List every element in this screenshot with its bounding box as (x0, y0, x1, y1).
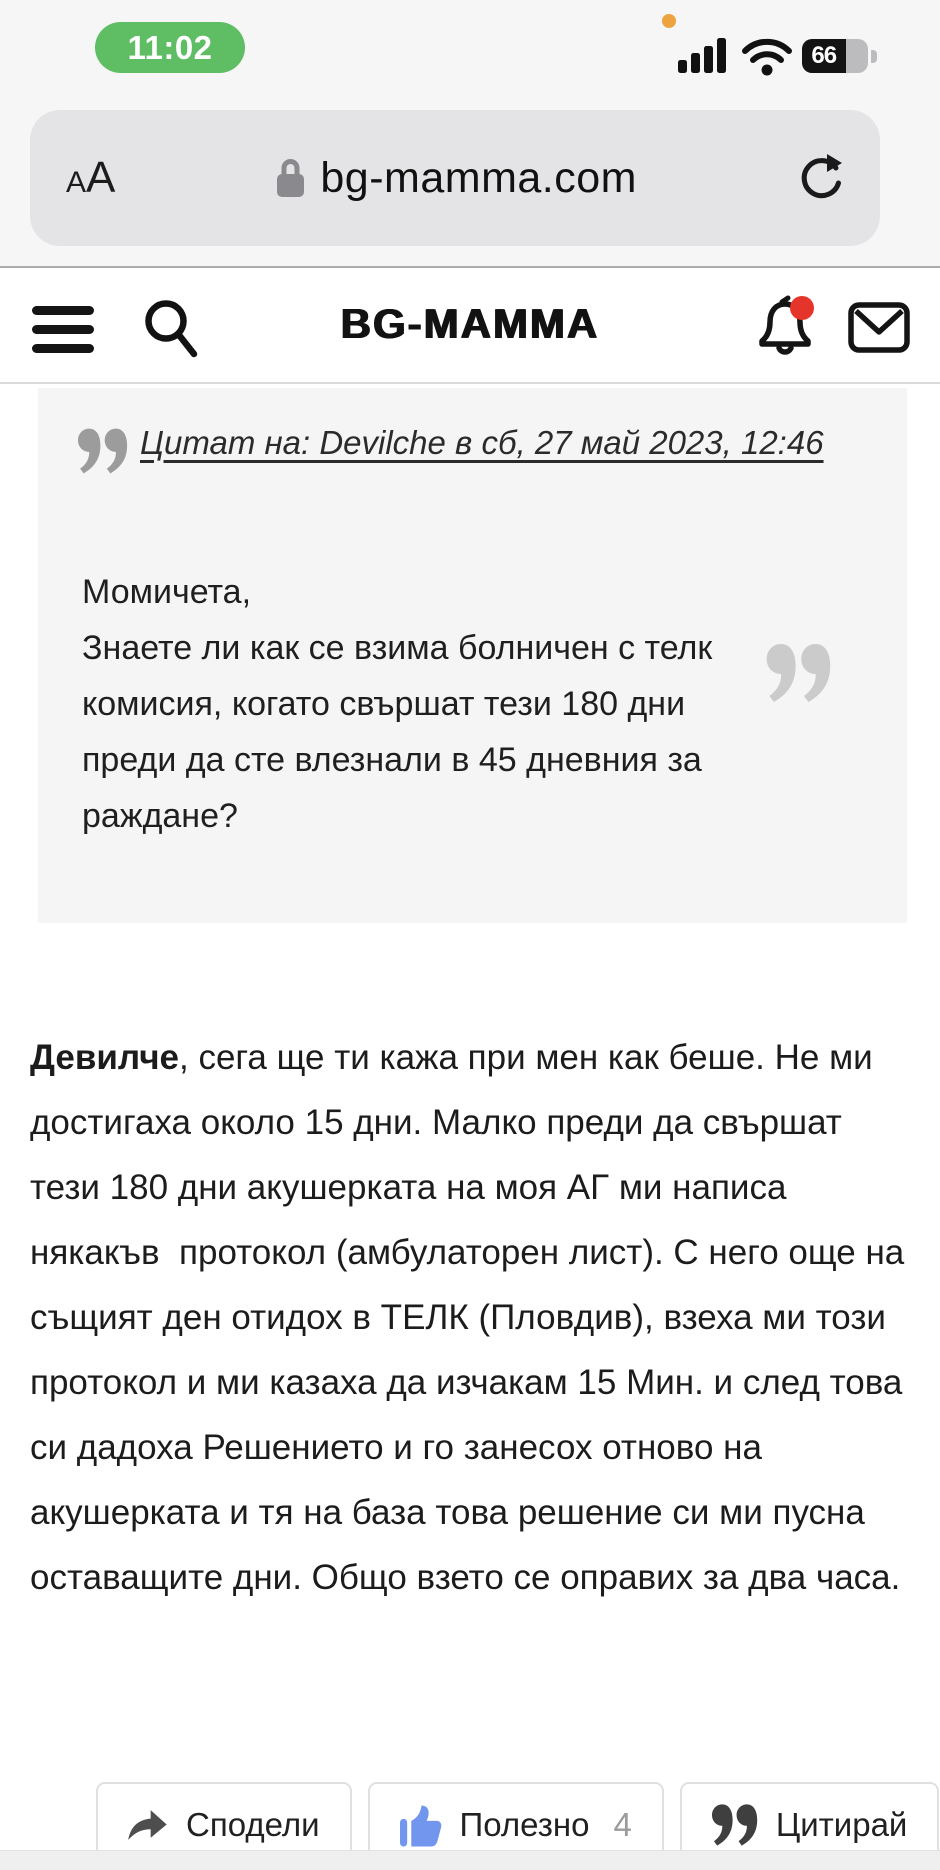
lock-icon (274, 157, 306, 199)
reader-text-size-button[interactable] (66, 153, 115, 203)
quoted-text-line2: Знаете ли как се взима болничен с телк комисия, когато свършат тези 180 дни преди да сте влезнали в 45 дневния за раждане? (82, 629, 713, 835)
url-display (274, 154, 637, 203)
notification-dot (790, 296, 814, 320)
post-body-text: , сега ще ти кажа при мен как беше. Не ми достигаха около 15 дни. Малко преди да свършат тези 180 дни акушерката на моя АГ ми написа някакъв протокол (амбулаторен лист). С него още на същият ден отидох в ТЕЛК (Пловдив), взеха ми този протокол и ми казаха да изчакам 15 Мин. и след това си дадоха Решението и го занесох отново на акушерката и тя на база това решение си ми пусна оставащите дни. Общо взето се оправих за два часа. (30, 1038, 914, 1597)
battery-nub (871, 50, 877, 63)
battery-fill (802, 39, 846, 73)
recording-indicator-dot (662, 14, 676, 28)
quote-label: Цитирай (775, 1806, 908, 1843)
browser-chrome (0, 0, 940, 268)
helpful-label: Полезно (459, 1806, 590, 1843)
helpful-count: 4 (613, 1806, 632, 1843)
battery-indicator (802, 39, 868, 73)
thumbs-up-icon (400, 1803, 442, 1847)
next-section-strip (0, 1850, 940, 1870)
post-body (30, 1025, 914, 1610)
thread-page (0, 386, 940, 1610)
site-header (0, 270, 940, 384)
site-logo[interactable]: BG-MAMMA (340, 300, 600, 347)
quote-close-icon (766, 644, 832, 702)
reader-a-small: A (66, 166, 87, 199)
url-text: bg-mamma.com (320, 153, 637, 202)
post-author-mention: Девилче (30, 1038, 180, 1077)
time-pill[interactable] (95, 22, 245, 73)
messages-envelope-icon[interactable] (848, 302, 910, 354)
share-arrow-icon (128, 1809, 168, 1841)
reload-icon[interactable] (796, 152, 844, 204)
status-time: 11:02 (127, 28, 213, 66)
notifications-bell-icon[interactable] (752, 294, 822, 362)
quoted-text-line1: Момичета, (82, 573, 252, 611)
battery-percent: 66 (811, 42, 837, 69)
quoted-text (82, 564, 744, 844)
cellular-signal-icon (678, 38, 728, 73)
quote-icon (712, 1804, 758, 1846)
address-bar[interactable] (30, 110, 880, 246)
quote-source-link[interactable]: Цитат на: Devilche в сб, 27 май 2023, 12:46 (140, 424, 824, 461)
quote-open-icon (78, 428, 128, 474)
wifi-icon (740, 38, 794, 76)
share-label: Сподели (186, 1806, 320, 1843)
reader-a-large: A (86, 153, 116, 202)
quoted-post-block (38, 388, 907, 923)
battery-empty (846, 39, 868, 73)
